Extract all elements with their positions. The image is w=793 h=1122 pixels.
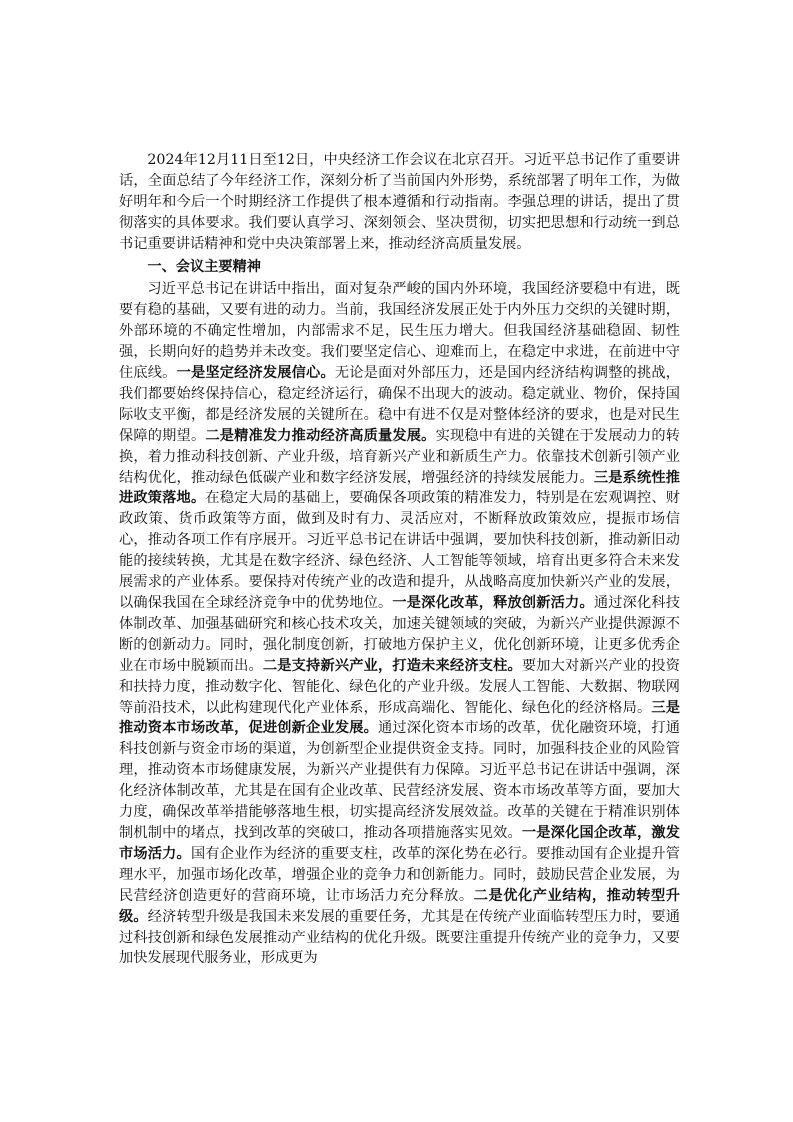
bold-point: 二是优化产业结构，推动转型升级。: [119, 887, 680, 925]
intro-paragraph: 2024年12月11日至12日，中央经济工作会议在北京召开。习近平总书记作了重要讲话，全面总结了今年经济工作，深刻分析了当前国内外形势，系统部署了明年工作，为做好明年和今后一个时期经济工作提供了根本遵循和行动指南。李强总理的讲话，提出了贯彻落实的具体要求。我们要认真学习、深刻领会、坚决贯彻，切实把思想和行动统一到总书记重要讲话精神和党中央决策部署上来，推动经济高质量发展。: [119, 152, 680, 252]
bold-point: 一是深化改革，释放创新活力。: [392, 595, 594, 611]
body-text: 国有企业作为经济的重要支柱，改革的深化势在必行。要推动国有企业提升管理水平，加强市场化改革，增强企业的竞争力和创新能力。同时，鼓励民营企业发展，为民营经济创造更好的营商环境，让市场活力充分释放。: [119, 845, 680, 904]
bold-point: 一是深化国企改革，激发市场活力。: [119, 824, 680, 862]
body-paragraph: [119, 279, 680, 969]
body-text: 习近平总书记在讲话中指出，面对复杂严峻的国内外环境，我国经济要稳中有进，既要有稳的基础，又要有进的动力。当前，我国经济发展正处于内外压力交织的关键时期，外部环境的不确定性增加，内部需求不足，民生压力增大。但我国经济基础稳固、韧性强，长期向好的趋势并未改变。我们要坚定信心、迎难而上，在稳定中求进，在前进中守住底线。: [119, 281, 680, 382]
bold-point: 三是推动资本市场改革，促进创新企业发展。: [119, 699, 680, 737]
bold-point: 一是坚定经济发展信心。: [176, 365, 335, 382]
bold-point: 二是精准发力推动经济高质量发展。: [205, 427, 436, 444]
body-text: 在稳定大局的基础上，要确保各项政策的精准发力，特别是在宏观调控、财政政策、货币政策等方面，做到及时有力、灵活应对，不断释放政策效应，提振市场信心，推动各项工作有序展开。习近平总书记在讲话中强调，要加快科技创新，推动新旧动能的接续转换，尤其是在数字经济、绿色经济、人工智能等领域，培育出更多符合未来发展需求的产业体系。要保持对传统产业的改造和提升，从战略高度加快新兴产业的发展，以确保我国在全球经济竞争中的优势地位。: [119, 490, 680, 611]
bold-point: 二是支持新兴产业，打造未来经济支柱。: [262, 657, 522, 674]
body-text: 经济转型升级是我国未来发展的重要任务，尤其是在传统产业面临转型压力时，要通过科技创新和绿色发展推动产业结构的优化升级。既要注重提升传统产业的竞争力，又要加快发展现代服务业，形成更为: [119, 908, 680, 967]
bold-point: 三是系统性推进政策落地。: [119, 469, 680, 507]
body-text: 通过深化科技体制改革、加强基础研究和核心技术攻关，加速关键领域的突破，为新兴产业提供源源不断的创新动力。同时，强化制度创新，打破地方保护主义，优化创新环境，让更多优秀企业在市场中脱颖而出。: [119, 595, 680, 674]
body-text: 要加大对新兴产业的投资和扶持力度，推动数字化、智能化、绿色化的产业升级。发展人工智能、大数据、物联网等前沿技术，以此构建现代化产业体系，形成高端化、智能化、绿色化的经济格局。: [119, 657, 680, 716]
body-text: 通过深化资本市场的改革，优化融资环境，打通科技创新与资金市场的渠道，为创新型企业提供资金支持。同时，加强科技企业的风险管理，推动资本市场健康发展，为新兴产业提供有力保障。习近平总书记在讲话中强调，深化经济体制改革，尤其是在国有企业改革、民营经济发展、资本市场改革等方面，要加大力度，确保改革举措能够落地生根，切实提高经济发展效益。改革的关键在于精准识别体制机制中的堵点，找到改革的突破口，推动各项措施落实见效。: [119, 720, 680, 841]
body-text: 实现稳中有进的关键在于发展动力的转换，着力推动科技创新、产业升级，培育新兴产业和新质生产力。依靠技术创新引领产业结构优化，推动绿色低碳产业和数字经济发展，增强经济的持续发展能力。: [119, 427, 680, 486]
body-text: 无论是面对外部压力，还是国内经济结构调整的挑战，我们都要始终保持信心，稳定经济运行，确保不出现大的波动。稳定就业、物价，保持国际收支平衡，都是经济发展的关键所在。稳中有进不仅是对整体经济的要求，也是对民生保障的期望。: [119, 365, 680, 444]
section-heading: 一、会议主要精神: [147, 258, 261, 275]
